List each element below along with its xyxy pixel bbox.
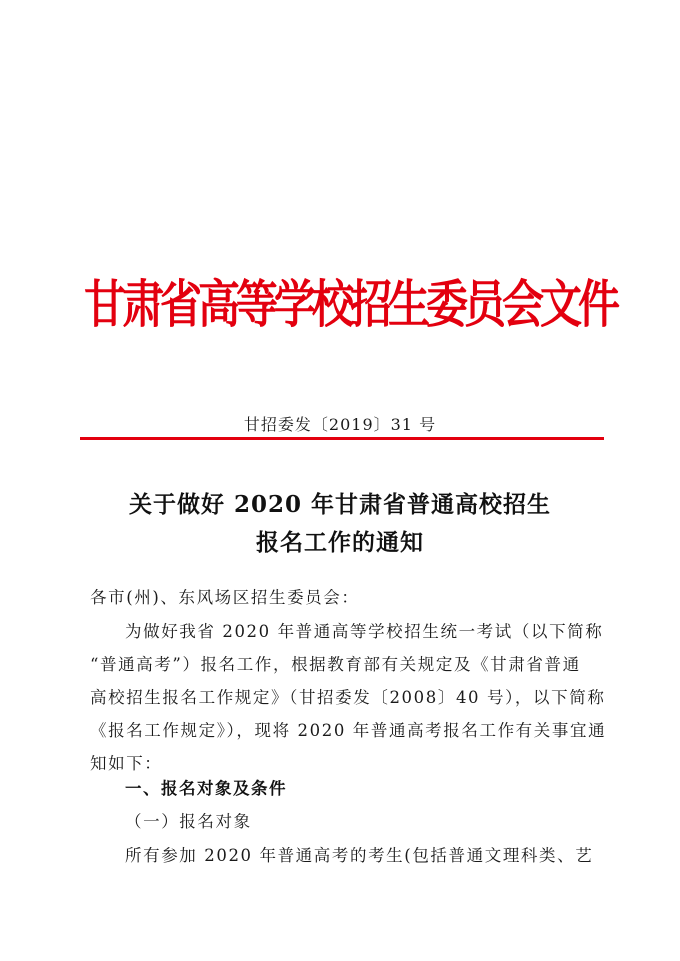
section-heading-1: 一、报名对象及条件 bbox=[125, 779, 287, 798]
notice-title-line-1: 关于做好 2020 年甘肃省普通高校招生 bbox=[128, 491, 552, 518]
subsection-heading-1: （一）报名对象 bbox=[125, 812, 252, 831]
body-line-3: 高校招生报名工作规定》（甘招委发〔2008〕40 号），以下简称 bbox=[90, 688, 606, 707]
salutation: 各市(州)、东风场区招生委员会： bbox=[90, 588, 360, 607]
red-divider-line bbox=[80, 437, 604, 440]
body-line-1: 为做好我省 2020 年普通高等学校招生统一考试（以下简称 bbox=[125, 622, 604, 641]
subsection-1-text: 所有参加 2020 年普通高考的考生(包括普通文理科类、艺 bbox=[125, 846, 594, 865]
issuer-header: 甘肃省高等学校招生委员会文件 bbox=[84, 274, 617, 335]
notice-title-line-2: 报名工作的通知 bbox=[256, 529, 424, 556]
body-line-5: 知如下： bbox=[90, 754, 163, 773]
body-line-4: 《报名工作规定》），现将 2020 年普通高考报名工作有关事宜通 bbox=[90, 721, 607, 740]
document-number: 甘招委发〔2019〕31 号 bbox=[243, 415, 437, 434]
body-line-2: “普通高考”）报名工作，根据教育部有关规定及《甘肃省普通 bbox=[90, 655, 581, 674]
